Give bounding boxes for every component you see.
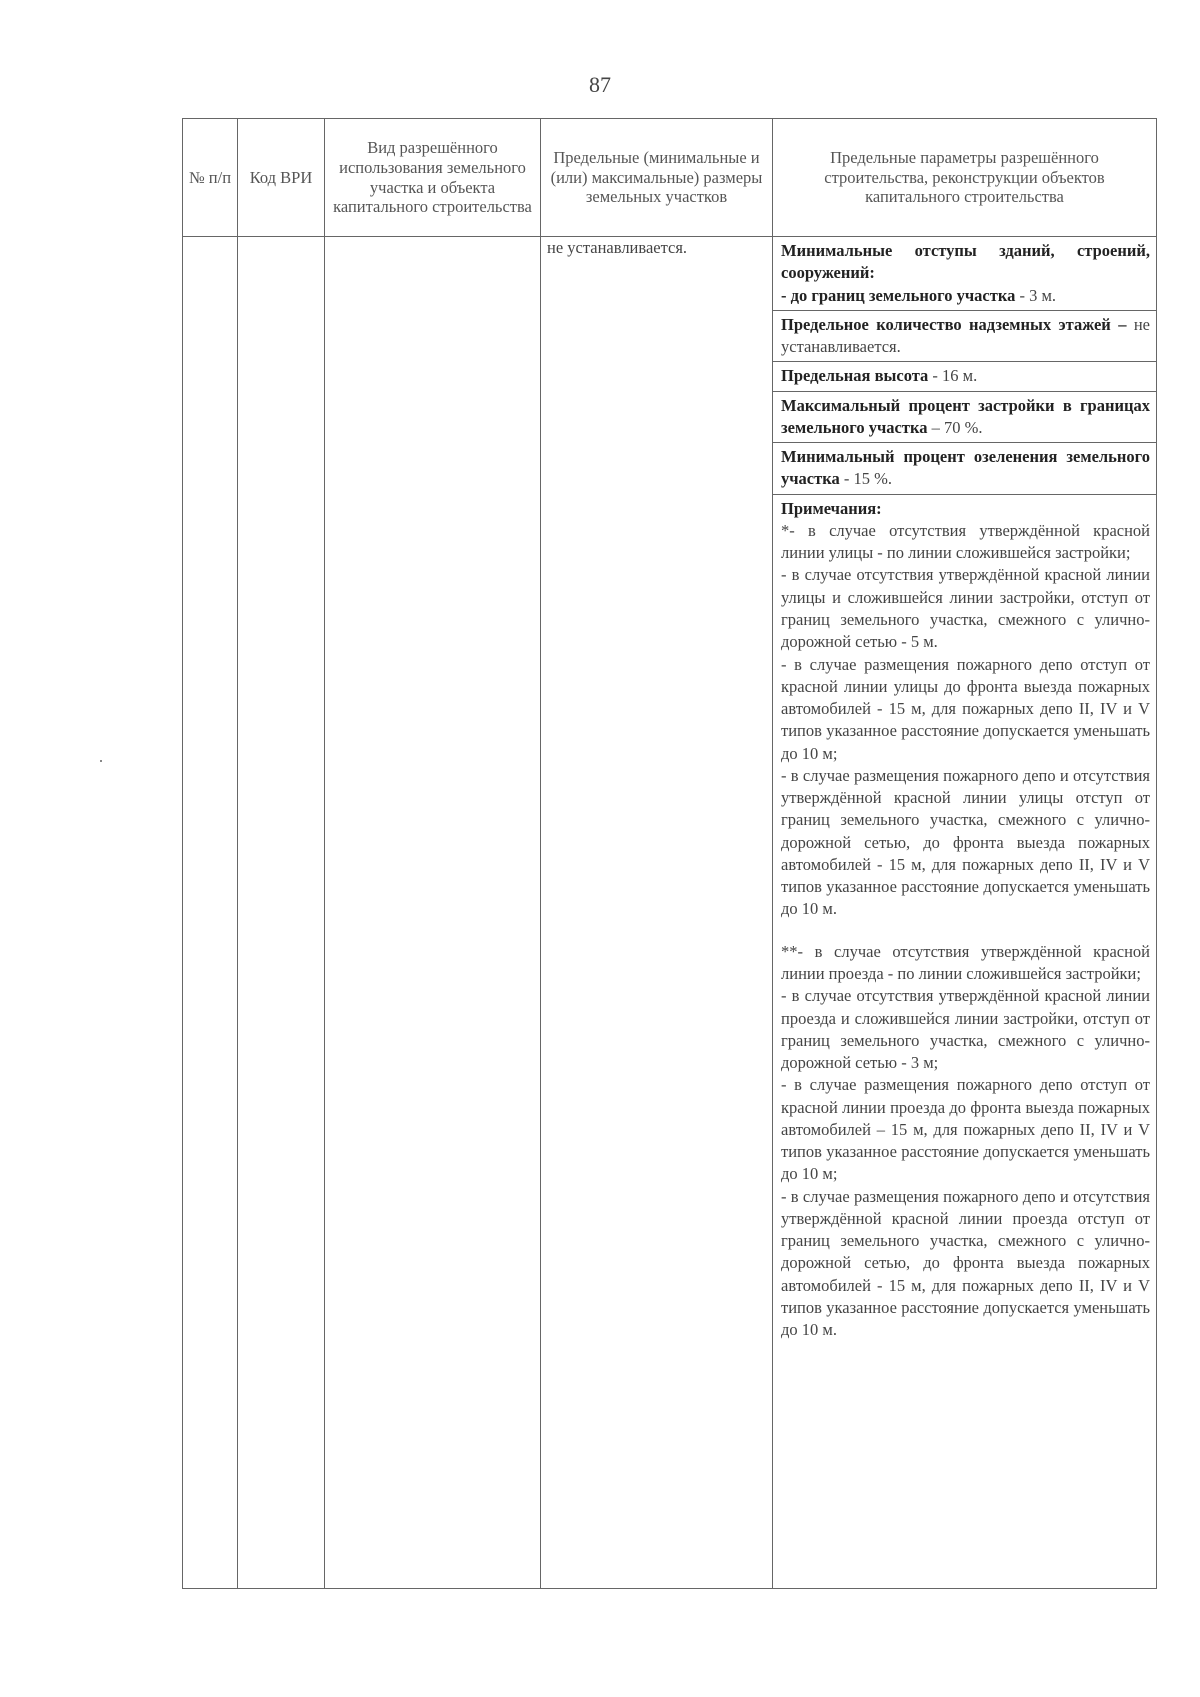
param-min-setbacks: Минимальные отступы зданий, строений, сооружений: - до границ земельного участка - 3 м. — [773, 237, 1156, 311]
scan-artifact — [100, 760, 102, 762]
note-line: - в случае размещения пожарного депо и отсутствия утверждённой красной линии улицы отступ от границ земельного участка, смежного с улично-дорожной сетью, до фронта выезда пожарных автомобилей - 15 м, для пожарных депо II, IV и V типов указанное расстояние допускается уменьшать до 10 м. — [781, 765, 1150, 919]
note-line: - в случае размещения пожарного депо отступ от красной линии улицы до фронта выезда пожарных автомобилей - 15 м, для пожарных депо II, IV и V типов указанное расстояние допускается уменьшать до 10 м; — [781, 654, 1150, 763]
header-plot-sizes: Предельные (минимальные и (или) максимальные) размеры земельных участков — [541, 119, 773, 237]
param-max-height: Предельная высота - 16 м. — [773, 362, 1156, 391]
cell-code — [238, 237, 325, 1589]
param-min-green-percent: Минимальный процент озеленения земельного участка - 15 %. — [773, 443, 1156, 495]
plot-sizes-text: не устанавливается. — [547, 238, 688, 257]
note-line: - в случае отсутствия утверждённой красной линии проезда и сложившейся линии застройки, отступ от границ земельного участка, смежного с улично-дорожной сетью - 3 м; — [781, 986, 1150, 1073]
header-construction-params: Предельные параметры разрешённого строительства, реконструкции объектов капитального строительства — [773, 119, 1157, 237]
param-max-floors: Предельное количество надземных этажей – не устанавливается. — [773, 311, 1156, 363]
table-row — [183, 237, 1157, 1589]
cell-plot-sizes — [541, 237, 773, 1589]
note-line: - в случае отсутствия утверждённой красной линии улицы и сложившейся линии застройки, отступ от границ земельного участка, смежного с улично-дорожной сетью - 5 м. — [781, 565, 1150, 652]
header-number: № п/п — [183, 119, 238, 237]
header-usage-type: Вид разрешённого использования земельного участка и объекта капитального строительства — [325, 119, 541, 237]
note-line: - в случае размещения пожарного депо и отсутствия утверждённой красной линии проезда отступ от границ земельного участка, смежного с улично-дорожной сетью, до фронта выезда пожарных автомобилей - 15 м, для пожарных депо II, IV и V типов указанное расстояние допускается уменьшать до 10 м. — [781, 1186, 1150, 1340]
cell-number — [183, 237, 238, 1589]
note-line: **- в случае отсутствия утверждённой красной линии проезда - по линии сложившейся застройки; — [781, 941, 1150, 983]
page-number: 87 — [589, 72, 611, 97]
notes-spacer — [781, 921, 1150, 941]
note-line: - в случае размещения пожарного депо отступ от красной линии проезда до фронта выезда пожарных автомобилей – 15 м, для пожарных депо II, IV и V типов указанное расстояние допускается уменьшать до 10 м; — [781, 1075, 1150, 1184]
note-line: *- в случае отсутствия утверждённой красной линии улицы - по линии сложившейся застройки; — [781, 520, 1150, 563]
cell-usage-type — [325, 237, 541, 1589]
notes-block — [773, 495, 1156, 1345]
notes-title: Примечания: — [781, 498, 882, 518]
table-header-row — [183, 119, 1157, 237]
header-code: Код ВРИ — [238, 119, 325, 237]
param-max-build-percent: Максимальный процент застройки в границах земельного участка – 70 %. — [773, 392, 1156, 444]
regulations-table — [182, 118, 1157, 1589]
cell-params — [773, 237, 1157, 1589]
